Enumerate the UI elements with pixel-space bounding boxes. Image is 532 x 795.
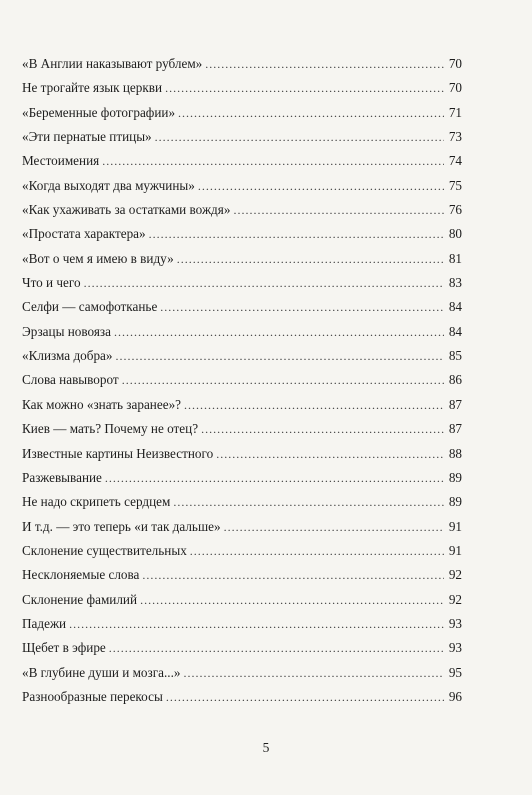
toc-entry-title: Щебет в эфире — [22, 640, 106, 656]
toc-dot-leader — [105, 470, 444, 486]
toc-entry-page: 74 — [448, 153, 462, 169]
toc-entry-page: 93 — [448, 640, 462, 656]
toc-dot-leader — [155, 129, 444, 145]
toc-entry-page: 91 — [448, 542, 462, 558]
toc-entry-page: 73 — [448, 129, 462, 145]
toc-entry-title: Несклоняемые слова — [22, 567, 140, 583]
toc-entry-page: 70 — [448, 56, 462, 71]
toc-dot-leader — [122, 372, 444, 388]
toc-entry-title: И т.д. — это теперь «и так дальше» — [22, 518, 221, 534]
toc-dot-leader — [178, 105, 444, 121]
toc-entry-page: 89 — [448, 494, 462, 510]
toc-entry-page: 96 — [448, 688, 462, 704]
toc-dot-leader — [205, 56, 444, 72]
toc-entry — [22, 421, 462, 445]
toc-entry — [22, 178, 462, 202]
toc-entry-title: Склонение фамилий — [22, 591, 138, 607]
toc-entry — [22, 129, 462, 153]
toc-entry-title: «В глубине души и мозга...» — [22, 664, 181, 680]
toc-entry — [22, 56, 462, 80]
table-of-contents — [22, 56, 462, 713]
toc-dot-leader — [109, 640, 444, 656]
toc-entry-title: Разжевывание — [22, 469, 102, 485]
toc-entry-title: Киев — мать? Почему не отец? — [22, 421, 199, 437]
toc-entry-title: «Эти пернатые птицы» — [22, 129, 152, 145]
toc-dot-leader — [142, 567, 444, 583]
toc-dot-leader — [149, 226, 444, 242]
toc-entry-title: Не трогайте язык церкви — [22, 80, 163, 96]
toc-entry-page: 80 — [448, 226, 462, 242]
toc-entry — [22, 543, 462, 567]
toc-entry-title: «Когда выходят два мужчины» — [22, 177, 195, 193]
toc-entry-page: 84 — [448, 299, 462, 315]
toc-entry-title: Склонение существительных — [22, 542, 187, 558]
toc-entry-title: «Как ухаживать за остатками вождя» — [22, 202, 231, 218]
toc-entry — [22, 470, 462, 494]
toc-entry-page: 92 — [448, 591, 462, 607]
toc-dot-leader — [190, 543, 444, 559]
toc-entry — [22, 616, 462, 640]
toc-entry-title: Как можно «знать заранее»? — [22, 396, 182, 412]
toc-entry — [22, 567, 462, 591]
toc-entry-title: Слова навыворот — [22, 372, 119, 388]
toc-entry-page: 75 — [448, 177, 462, 193]
toc-entry — [22, 202, 462, 226]
toc-entry-page: 76 — [448, 202, 462, 218]
toc-entry-page: 92 — [448, 567, 462, 583]
toc-dot-leader — [166, 689, 444, 705]
toc-dot-leader — [183, 665, 444, 681]
toc-dot-leader — [114, 324, 444, 340]
toc-entry-page: 87 — [448, 396, 462, 412]
toc-entry — [22, 80, 462, 104]
toc-entry — [22, 251, 462, 275]
toc-entry-page: 91 — [448, 518, 462, 534]
toc-entry-title: «В Англии наказывают рублем» — [22, 56, 203, 71]
toc-entry-title: «Клизма добра» — [22, 348, 113, 364]
toc-entry-page: 93 — [448, 615, 462, 631]
toc-dot-leader — [184, 397, 444, 413]
toc-dot-leader — [233, 202, 444, 218]
toc-entry-page: 71 — [448, 104, 462, 120]
toc-entry — [22, 348, 462, 372]
toc-entry-page: 86 — [448, 372, 462, 388]
toc-entry-title: Известные картины Неизвестного — [22, 445, 214, 461]
toc-dot-leader — [160, 299, 444, 315]
toc-entry-title: Что и чего — [22, 275, 81, 291]
toc-entry — [22, 689, 462, 713]
toc-entry — [22, 519, 462, 543]
toc-entry-title: «Простата характера» — [22, 226, 146, 242]
toc-entry-page: 89 — [448, 469, 462, 485]
toc-dot-leader — [201, 421, 444, 437]
toc-entry — [22, 275, 462, 299]
toc-entry-page: 87 — [448, 421, 462, 437]
toc-entry-title: Не надо скрипеть сердцем — [22, 494, 171, 510]
toc-entry-page: 83 — [448, 275, 462, 291]
toc-dot-leader — [102, 153, 444, 169]
toc-entry-page: 81 — [448, 250, 462, 266]
toc-dot-leader — [69, 616, 444, 632]
toc-entry — [22, 397, 462, 421]
toc-entry-title: «Вот о чем я имею в виду» — [22, 250, 174, 266]
toc-entry — [22, 226, 462, 250]
toc-dot-leader — [140, 592, 444, 608]
toc-entry — [22, 372, 462, 396]
toc-entry — [22, 665, 462, 689]
toc-entry-page: 70 — [448, 80, 462, 96]
toc-dot-leader — [116, 348, 444, 364]
toc-entry-title: Селфи — самофотканье — [22, 299, 158, 315]
page-number: 5 — [262, 740, 270, 755]
toc-entry-title: Местоимения — [22, 153, 100, 169]
toc-entry-page: 84 — [448, 323, 462, 339]
toc-entry — [22, 592, 462, 616]
toc-entry-title: Разнообразные перекосы — [22, 688, 163, 704]
toc-entry-title: Падежи — [22, 615, 67, 631]
toc-entry — [22, 324, 462, 348]
toc-entry — [22, 640, 462, 664]
toc-dot-leader — [173, 494, 444, 510]
toc-entry-page: 95 — [448, 664, 462, 680]
toc-entry — [22, 446, 462, 470]
toc-entry-page: 88 — [448, 445, 462, 461]
toc-entry — [22, 153, 462, 177]
toc-dot-leader — [198, 178, 444, 194]
toc-entry-page: 85 — [448, 348, 462, 364]
toc-entry-title: Эрзацы новояза — [22, 323, 111, 339]
toc-dot-leader — [165, 80, 444, 96]
toc-dot-leader — [224, 519, 444, 535]
toc-entry-title: «Беременные фотографии» — [22, 104, 176, 120]
toc-dot-leader — [216, 446, 444, 462]
toc-dot-leader — [177, 251, 444, 267]
toc-entry — [22, 105, 462, 129]
toc-entry — [22, 299, 462, 323]
toc-entry — [22, 494, 462, 518]
toc-dot-leader — [84, 275, 444, 291]
